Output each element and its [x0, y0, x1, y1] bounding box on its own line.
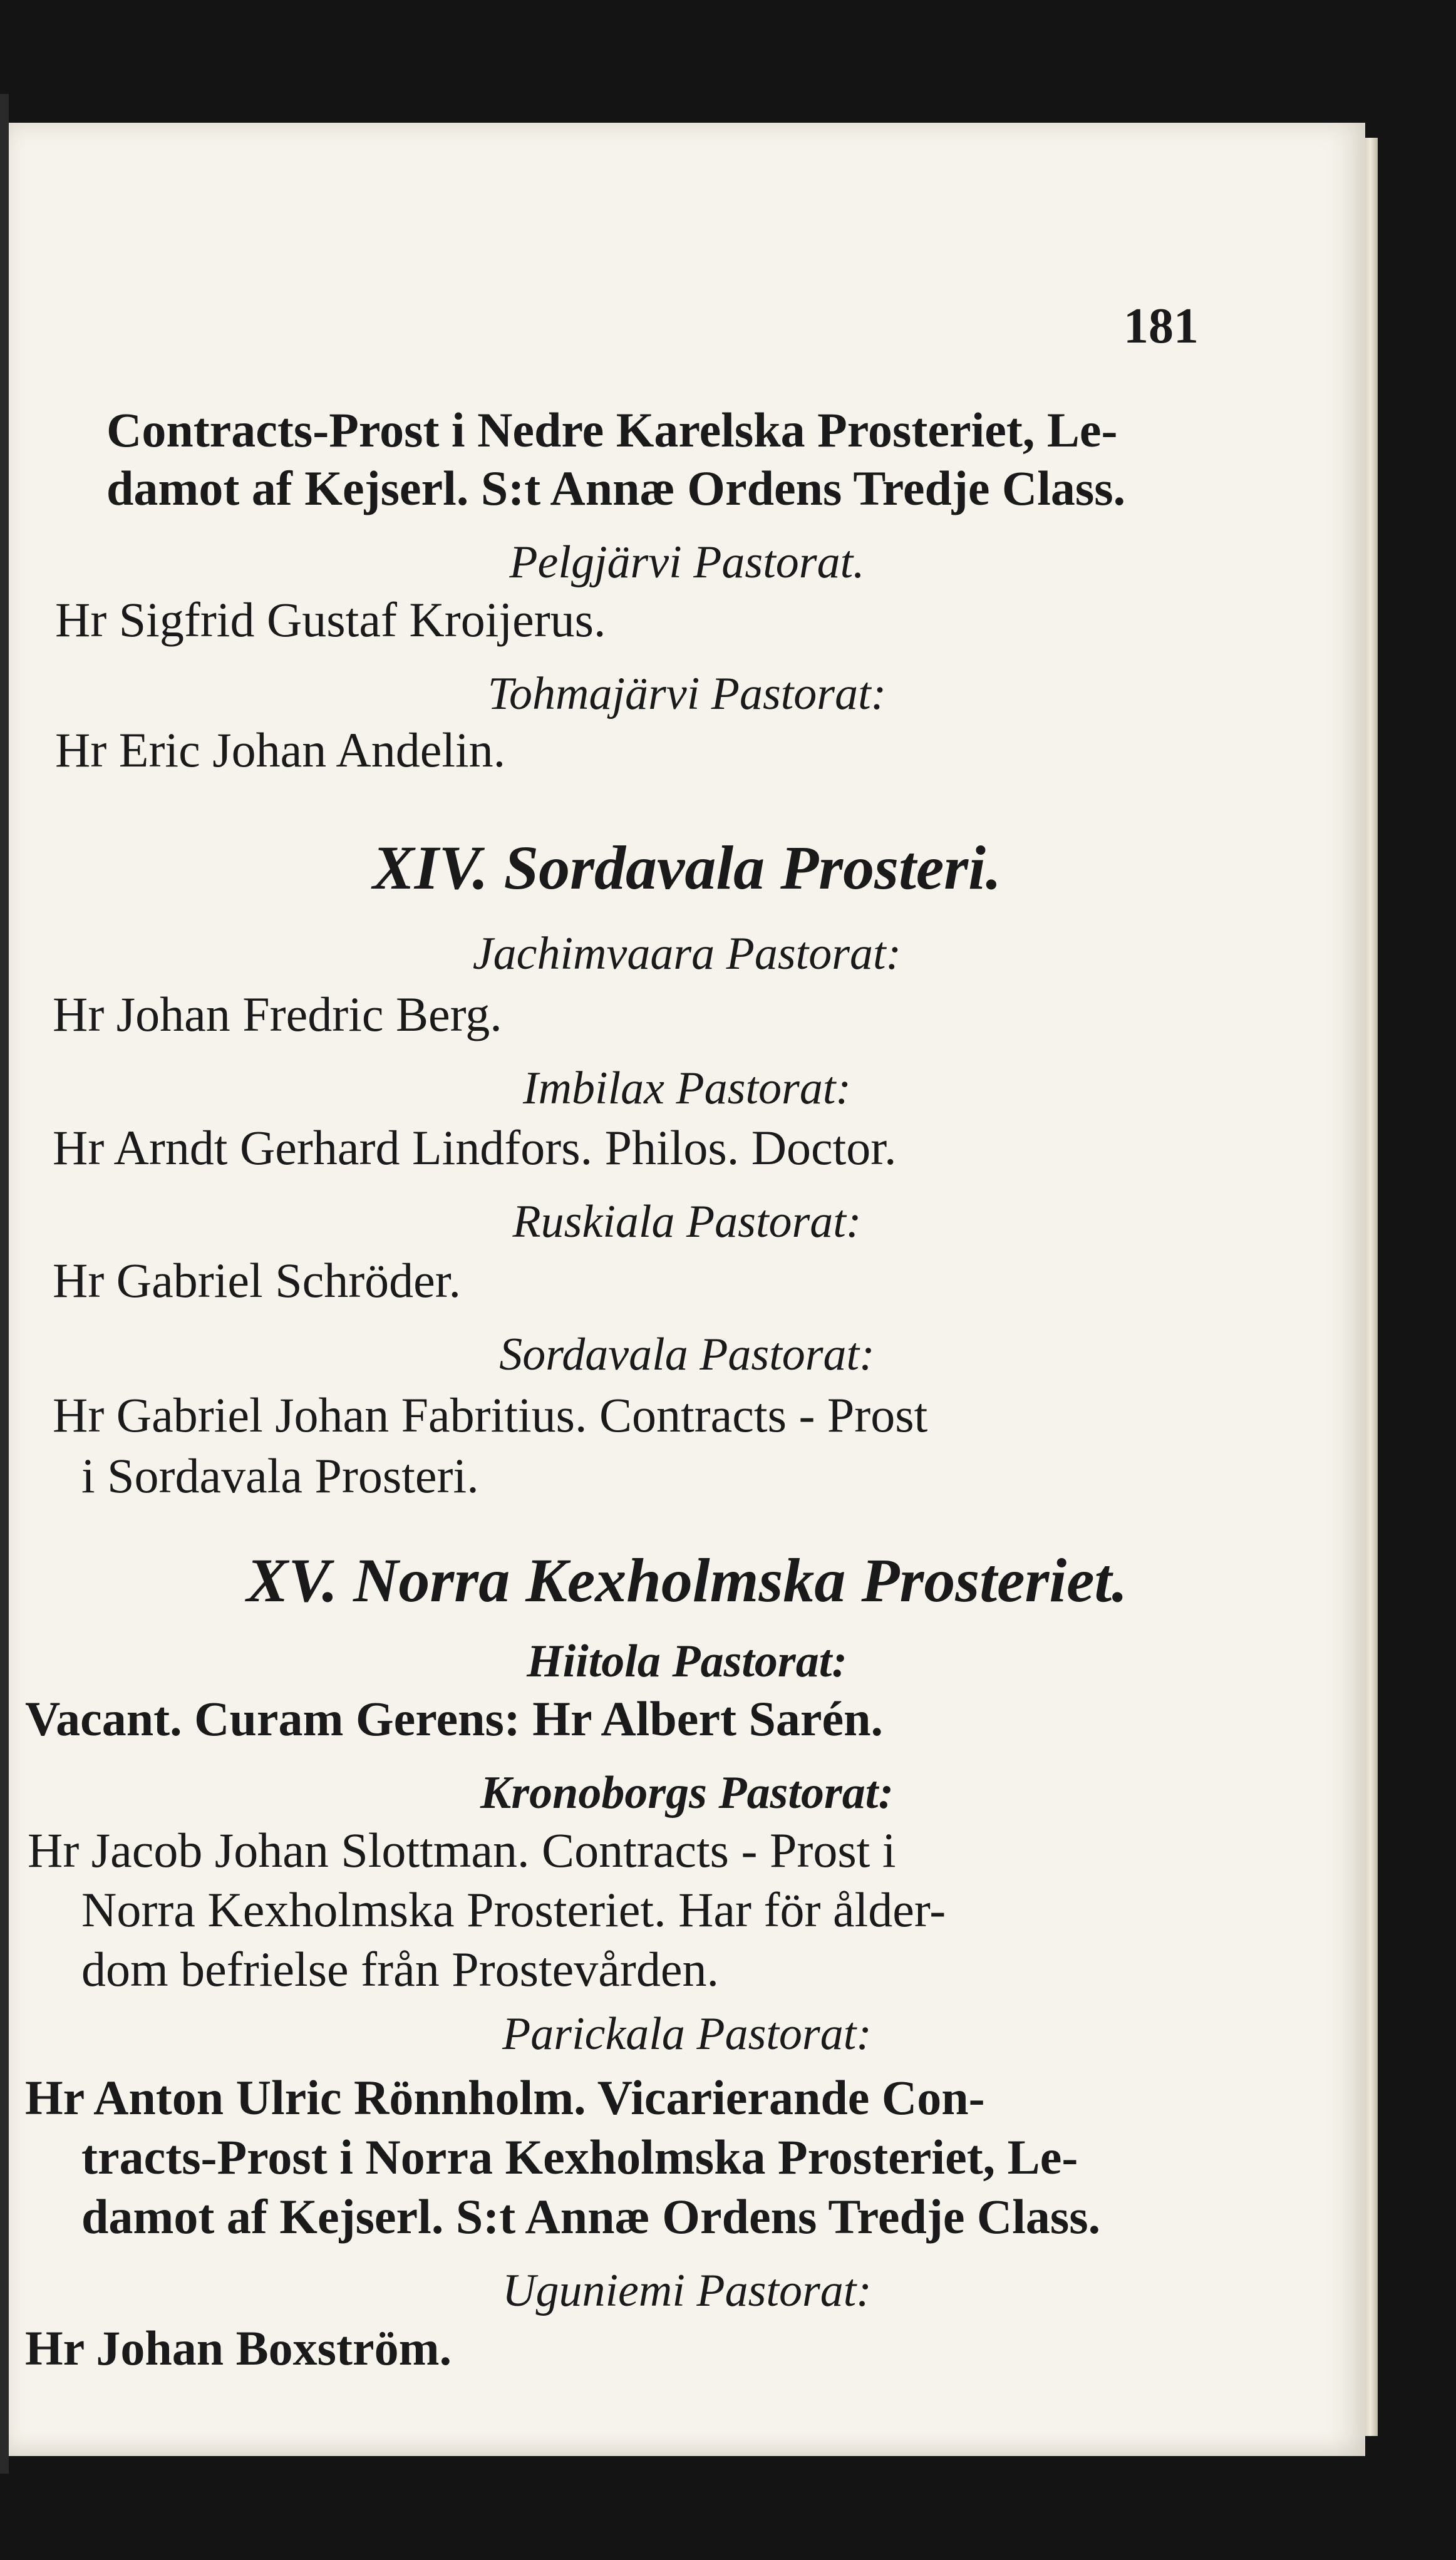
- page-left-shadow: [0, 94, 9, 2474]
- pastorat-heading: Pelgjärvi Pastorat.: [509, 537, 865, 588]
- text-line: Vacant. Curam Gerens: Hr Albert Sarén.: [25, 1691, 883, 1746]
- text-line: Hr Anton Ulric Rönnholm. Vicarierande Con-: [25, 2070, 985, 2125]
- text-line: tracts-Prost i Norra Kexholmska Prosteriet, Le-: [81, 2130, 1078, 2184]
- book-page: [9, 123, 1365, 2456]
- text-line: dom befrielse från Prostevården.: [81, 1942, 719, 1996]
- text-line: Hr Arndt Gerhard Lindfors. Philos. Doctor.: [53, 1120, 897, 1175]
- page-text: [9, 123, 1365, 2456]
- page-edge: [1365, 138, 1378, 2436]
- text-line: Hr Gabriel Schröder.: [53, 1253, 461, 1308]
- text-line: Hr Johan Boxström.: [25, 2321, 452, 2375]
- pastorat-heading: Hiitola Pastorat:: [527, 1636, 847, 1687]
- pastorat-heading: Parickala Pastorat:: [502, 2008, 872, 2060]
- pastorat-heading: Kronoborgs Pastorat:: [480, 1767, 894, 1819]
- section-heading: XV. Norra Kexholmska Prosteriet.: [246, 1546, 1128, 1615]
- text-line: damot af Kejserl. S:t Annæ Ordens Tredje Class.: [81, 2189, 1101, 2244]
- pastorat-heading: Tohmajärvi Pastorat:: [487, 668, 887, 720]
- pastorat-heading: Uguniemi Pastorat:: [502, 2265, 872, 2316]
- text-line: Hr Sigfrid Gustaf Kroijerus.: [55, 592, 606, 647]
- section-heading: XIV. Sordavala Prosteri.: [373, 833, 1001, 902]
- text-line: Hr Jacob Johan Slottman. Contracts - Prost i: [28, 1823, 896, 1877]
- pastorat-heading: Jachimvaara Pastorat:: [472, 928, 902, 979]
- text-line: Norra Kexholmska Prosteriet. Har för ålder-: [81, 1882, 946, 1937]
- text-line: Hr Eric Johan Andelin.: [55, 723, 506, 777]
- pastorat-heading: Imbilax Pastorat:: [522, 1063, 852, 1114]
- text-line: Contracts-Prost i Nedre Karelska Prosteriet, Le-: [106, 403, 1118, 457]
- text-line: Hr Johan Fredric Berg.: [53, 987, 502, 1041]
- text-line: Hr Gabriel Johan Fabritius. Contracts - Prost: [53, 1388, 928, 1442]
- page-number: 181: [1123, 299, 1199, 354]
- pastorat-heading: Sordavala Pastorat:: [499, 1329, 875, 1380]
- pastorat-heading: Ruskiala Pastorat:: [512, 1196, 862, 1247]
- text-line: i Sordavala Prosteri.: [81, 1448, 479, 1503]
- text-line: damot af Kejserl. S:t Annæ Ordens Tredje Class.: [106, 461, 1126, 515]
